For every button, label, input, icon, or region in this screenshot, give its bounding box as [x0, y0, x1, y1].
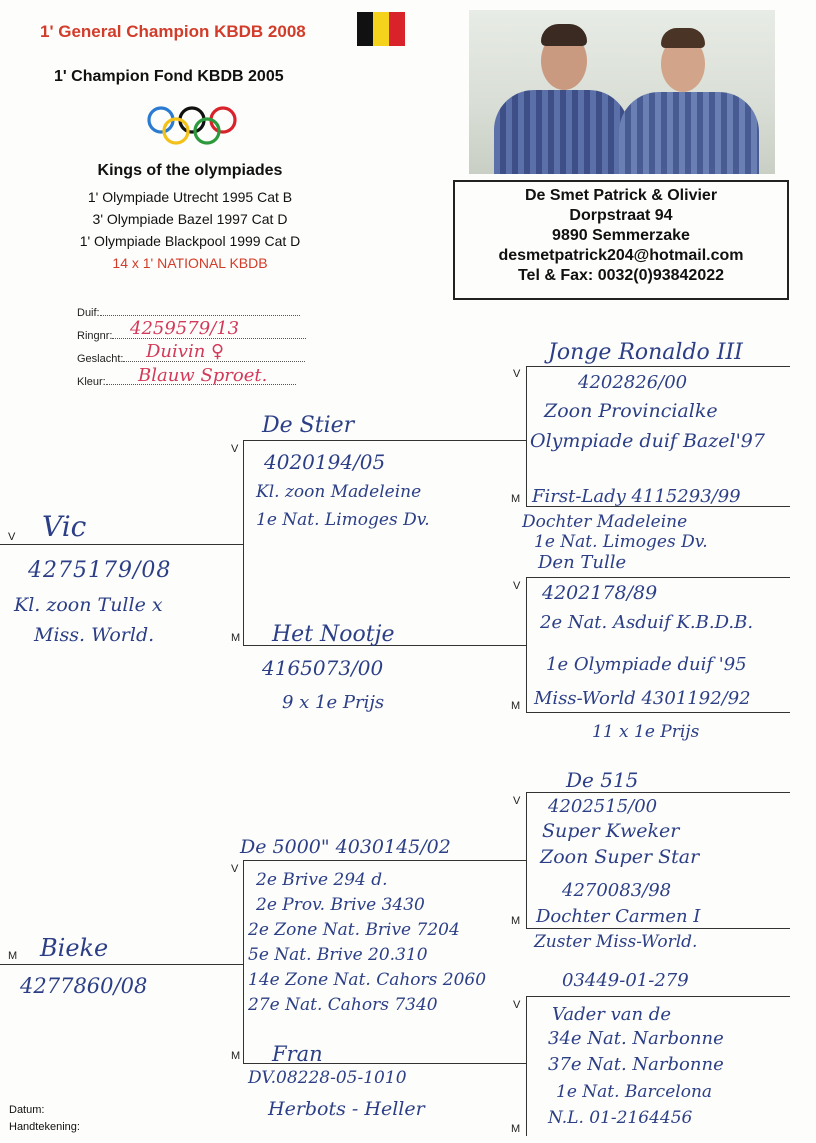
- contact-street: Dorpstraat 94: [569, 207, 673, 224]
- geslacht-value: Duivin ♀: [146, 341, 225, 362]
- v-marker: V: [231, 443, 239, 455]
- mm-bracket: [526, 996, 527, 1136]
- mmf-note: 1e Nat. Barcelona: [556, 1082, 713, 1102]
- mfm-note: Dochter Carmen I: [536, 906, 701, 927]
- mff-ring: 4202515/00: [548, 796, 658, 817]
- geslacht-label: Geslacht:: [77, 353, 124, 365]
- father-note: Kl. zoon Tulle x: [14, 594, 163, 616]
- ringnr-value: 4259579/13: [130, 318, 240, 339]
- mf-line: [243, 860, 526, 861]
- fm-note: 9 x 1e Prijs: [282, 692, 385, 713]
- mf-bracket: [526, 792, 527, 929]
- father-name: Vic: [42, 510, 87, 543]
- mff-note: Super Kweker: [542, 820, 680, 842]
- mf-result: 14e Zone Nat. Cahors 2060: [248, 970, 487, 990]
- m-marker: M: [511, 1123, 521, 1135]
- fmm-name: Miss-World 4301192/92: [534, 688, 751, 709]
- ffm-note: 1e Nat. Limoges Dv.: [534, 532, 708, 552]
- v-marker: V: [513, 999, 521, 1011]
- champion-2008-title: 1' General Champion KBDB 2008: [40, 22, 306, 41]
- fff-line: [526, 366, 790, 367]
- kleur-value: Blauw Sproet.: [138, 365, 268, 386]
- mm-ring: DV.08228-05-1010: [248, 1068, 407, 1088]
- fmf-name: Den Tulle: [538, 552, 627, 573]
- fff-note: Olympiade duif Bazel'97: [530, 430, 765, 452]
- mmf-name: 03449-01-279: [562, 970, 689, 991]
- v-marker: V: [513, 795, 521, 807]
- mmf-note: N.L. 01-2164456: [548, 1108, 693, 1128]
- olympiade-line: 1' Olympiade Utrecht 1995 Cat B: [87, 189, 293, 205]
- fff-ring: 4202826/00: [578, 372, 688, 393]
- champion-2005-title: 1' Champion Fond KBDB 2005: [54, 68, 284, 85]
- fmf-note: 2e Nat. Asduif K.B.D.B.: [540, 612, 754, 633]
- mother-name: Bieke: [40, 934, 109, 962]
- fm-name: Het Nootje: [272, 622, 395, 647]
- kleur-label: Kleur:: [77, 376, 106, 388]
- national-count: 14 x 1' NATIONAL KBDB: [112, 255, 268, 271]
- owners-photo: [469, 10, 775, 174]
- contact-email: desmetpatrick204@hotmail.com: [498, 247, 744, 264]
- mff-name: De 515: [566, 768, 639, 792]
- m-marker: M: [231, 1050, 241, 1062]
- mf-result: 2e Brive 294 d.: [256, 870, 388, 890]
- mmf-line: [526, 996, 790, 997]
- mf-result: 2e Zone Nat. Brive 7204: [248, 920, 460, 940]
- mmf-note: 34e Nat. Narbonne: [548, 1028, 724, 1049]
- mff-line: [526, 792, 790, 793]
- mf-results: [248, 868, 486, 1018]
- mother-bracket: [243, 860, 244, 1064]
- contact-phone: Tel & Fax: 0032(0)93842022: [517, 267, 725, 284]
- mf-name: De 5000" 4030145/02: [240, 836, 451, 858]
- olympiade-line: 3' Olympiade Bazel 1997 Cat D: [92, 211, 288, 227]
- ffm-note: Dochter Madeleine: [522, 512, 688, 532]
- m-marker: M: [511, 915, 521, 927]
- mf-result: 27e Nat. Cahors 7340: [248, 995, 438, 1015]
- mfm-name: 4270083/98: [562, 880, 672, 901]
- v-marker: V: [8, 531, 16, 543]
- father-note: Miss. World.: [34, 624, 155, 646]
- olympic-rings-icon: [144, 104, 240, 146]
- belgian-flag-icon: [357, 12, 405, 46]
- contact-name: De Smet Patrick & Olivier: [524, 187, 718, 204]
- duif-label: Duif:: [77, 307, 100, 319]
- ff-line: [243, 440, 526, 441]
- fmm-note: 11 x 1e Prijs: [592, 722, 700, 742]
- handtekening-label: Handtekening:: [9, 1121, 80, 1133]
- fmf-note: 1e Olympiade duif '95: [546, 654, 747, 675]
- fmf-line: [526, 577, 790, 578]
- ff-note: Kl. zoon Madeleine: [256, 482, 422, 502]
- kings-title: Kings of the olympiades: [97, 162, 283, 179]
- mfm-line: [526, 928, 790, 929]
- m-marker: M: [8, 950, 18, 962]
- fm-bracket: [526, 577, 527, 713]
- olympiades-block: [40, 162, 340, 274]
- father-line: [0, 544, 243, 545]
- datum-label: Datum:: [9, 1104, 45, 1116]
- ff-bracket: [526, 366, 527, 507]
- mfm-note: Zuster Miss-World.: [534, 932, 698, 952]
- fmm-line: [526, 712, 790, 713]
- mm-name: Fran: [272, 1042, 323, 1066]
- m-marker: M: [511, 493, 521, 505]
- m-marker: M: [231, 632, 241, 644]
- mff-note: Zoon Super Star: [540, 846, 700, 868]
- mother-ring: 4277860/08: [20, 974, 148, 998]
- ffm-name: First-Lady 4115293/99: [532, 486, 741, 507]
- fff-note: Zoon Provincialke: [544, 400, 718, 422]
- ff-ring: 4020194/05: [264, 450, 386, 474]
- mf-result: 2e Prov. Brive 3430: [256, 895, 425, 915]
- olympiade-line: 1' Olympiade Blackpool 1999 Cat D: [79, 233, 301, 249]
- v-marker: V: [513, 580, 521, 592]
- v-marker: V: [231, 863, 239, 875]
- ff-name: De Stier: [262, 413, 355, 438]
- fmf-ring: 4202178/89: [542, 582, 658, 604]
- mm-note: Herbots - Heller: [268, 1098, 425, 1120]
- father-ring: 4275179/08: [28, 558, 172, 583]
- fff-name: Jonge Ronaldo III: [548, 340, 743, 365]
- fm-ring: 4165073/00: [262, 656, 384, 680]
- ringnr-label: Ringnr:: [77, 330, 113, 342]
- mother-line: [0, 964, 243, 965]
- ff-note: 1e Nat. Limoges Dv.: [256, 510, 430, 530]
- father-bracket: [243, 440, 244, 646]
- contact-city: 9890 Semmerzake: [552, 227, 690, 244]
- v-marker: V: [513, 368, 521, 380]
- contact-box: [453, 180, 789, 300]
- mmf-note: 37e Nat. Narbonne: [548, 1054, 724, 1075]
- m-marker: M: [511, 700, 521, 712]
- mf-result: 5e Nat. Brive 20.310: [248, 945, 428, 965]
- mmf-note: Vader van de: [552, 1004, 671, 1025]
